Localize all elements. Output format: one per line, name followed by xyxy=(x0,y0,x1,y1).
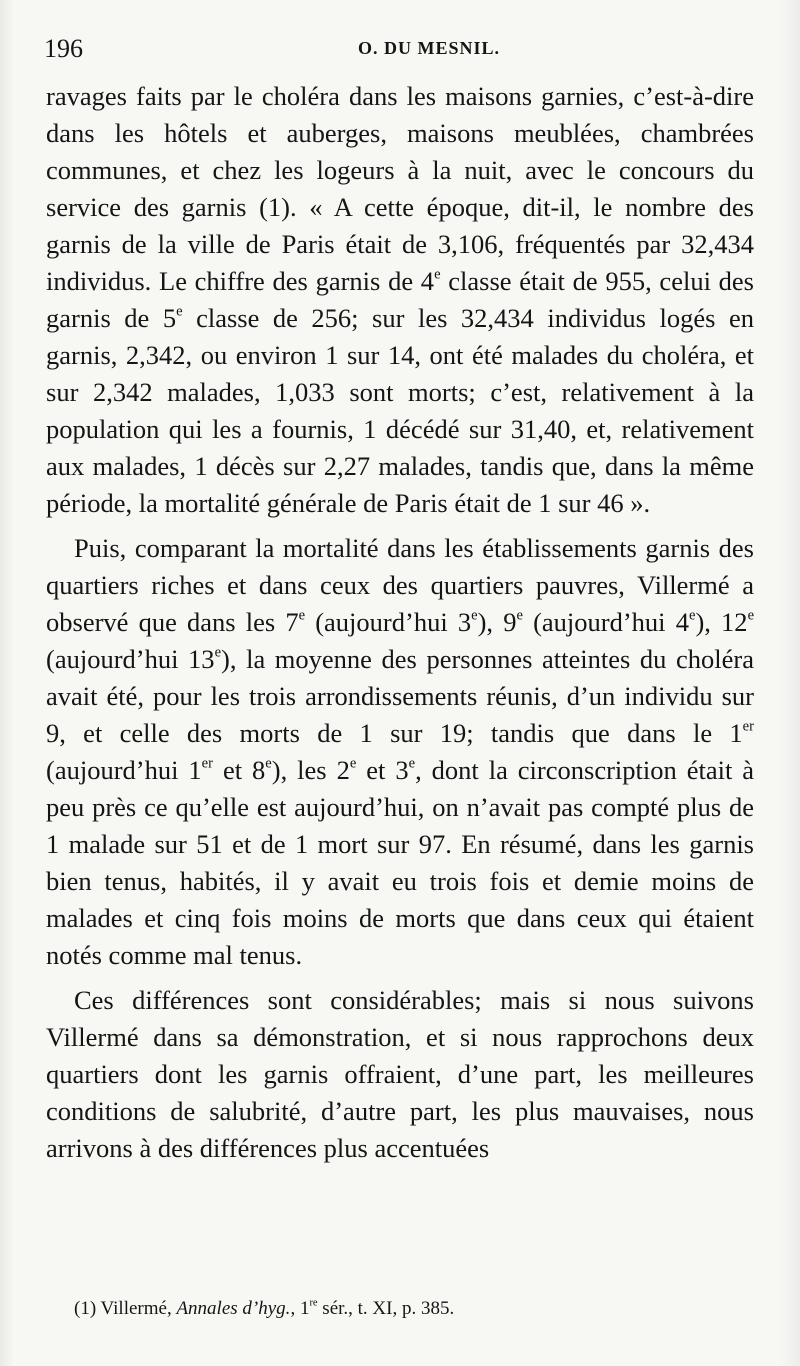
paragraph-2: Puis, comparant la mortalité dans les établissements garnis des quartiers riches et dans ceux des quartiers pauvres, Villermé a observé que dans les 7e (aujourd’hui 3e), 9e (aujourd’hui 4e), 12e (aujourd’hui 13e), la moyenne des personnes atteintes du choléra avait été, pour les trois arrondissements réunis, d’un individu sur 9, et celle des morts de 1 sur 19; tandis que dans le 1er (aujourd’hui 1er et 8e), les 2e et 3e, dont la circonscription était à peu près ce qu’elle est aujourd’hui, on n’avait pas compté plus de 1 malade sur 51 et de 1 mort sur 97. En résumé, dans les garnis bien tenus, habités, il y avait eu trois fois et demie moins de malades et cinq fois moins de morts que dans ceux qui étaient notés comme mal tenus. xyxy=(46,533,755,970)
footnote-journal: Annales d’hyg. xyxy=(176,1298,291,1319)
paragraph-3: Ces différences sont considérables; mais si nous suivons Villermé dans sa démonstration, et si nous rapprochons deux quartiers dont les garnis offraient, d’une part, les meilleures conditions de salubrité, d’autre part, les plus mauvaises, nous arrivons à des différences plus accentuées xyxy=(46,985,754,1163)
body-text xyxy=(46,78,754,1167)
page-number: 196 xyxy=(44,34,83,63)
paragraph-1: ravages faits par le choléra dans les maisons garnies, c’est-à-dire dans les hôtels et auberges, maisons meublées, chambrées communes, et chez les logeurs à la nuit, avec le concours du service des garnis (1). « A cette époque, dit-il, le nombre des garnis de la ville de Paris était de 3,106, fréquentés par 32,434 individus. Le chiffre des garnis de 4e classe était de 955, celui des garnis de 5e classe de 256; sur les 32,434 individus logés en garnis, 2,342, ou environ 1 sur 14, ont été malades du choléra, et sur 2,342 malades, 1,033 sont morts; c’est, relativement à la population qui les a fournis, 1 décédé sur 31,40, et, relativement aux malades, 1 décès sur 2,27 malades, tandis que, dans la même période, la mortalité générale de Paris était de 1 sur 46 ». xyxy=(46,81,754,518)
running-head: O. DU MESNIL. xyxy=(358,38,501,58)
footnote: (1) Villermé, Annales d’hyg., 1re sér., t. XI, p. 385. xyxy=(74,1297,455,1319)
page-header xyxy=(40,34,760,68)
